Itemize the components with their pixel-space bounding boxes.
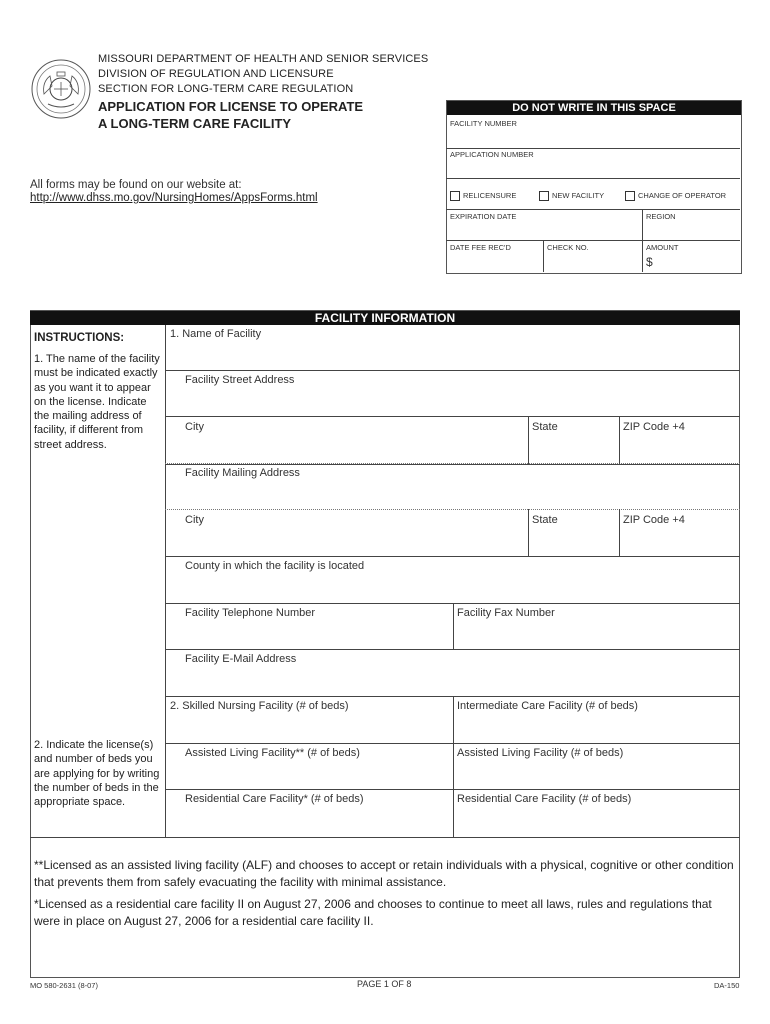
office-use-title: DO NOT WRITE IN THIS SPACE xyxy=(447,101,741,115)
facility-number-label: FACILITY NUMBER xyxy=(450,119,517,128)
residential-care-input[interactable] xyxy=(457,809,736,831)
website-text: All forms may be found on our website at: xyxy=(30,179,242,191)
header-division: DIVISION OF REGULATION AND LICENSURE xyxy=(98,68,334,80)
city-input-1[interactable] xyxy=(185,437,524,459)
facility-info-bar: FACILITY INFORMATION xyxy=(30,311,740,325)
website-link[interactable]: http://www.dhss.mo.gov/NursingHomes/AppsForms.html xyxy=(30,192,318,204)
residential-care-star-input[interactable] xyxy=(185,809,449,831)
note-rcf: *Licensed as a residential care facility II on August 27, 2006 and chooses to continue to meet all laws, rules and regulations that were in place on August 27, 2006 for a residential care facility II. xyxy=(34,897,712,928)
skilled-nursing-input[interactable] xyxy=(185,716,449,738)
intermediate-care-label: Intermediate Care Facility (# of beds) xyxy=(457,700,638,712)
page-number: PAGE 1 OF 8 xyxy=(357,979,412,989)
state-input-1[interactable] xyxy=(532,437,616,459)
city-input-2[interactable] xyxy=(185,530,524,552)
instruction-2: 2. Indicate the license(s) and number of beds you are applying for by writing the number of beds in the appropriate space. xyxy=(34,739,160,809)
state-label-2: State xyxy=(532,514,558,526)
dollar-sign: $ xyxy=(646,255,653,269)
application-number-label: APPLICATION NUMBER xyxy=(450,150,534,159)
note-alf: **Licensed as an assisted living facility (ALF) and chooses to accept or retain individuals with a physical, cognitive or other condition that prevents them from safely evacuating the facility with minimal assistance. xyxy=(34,858,734,889)
phone-label: Facility Telephone Number xyxy=(185,607,316,619)
assisted-living-input[interactable] xyxy=(457,763,736,785)
state-seal-icon xyxy=(30,58,92,120)
check-no-label: CHECK NO. xyxy=(547,243,589,252)
change-operator-checkbox[interactable] xyxy=(625,191,635,201)
region-label: REGION xyxy=(646,212,676,221)
zip-label-2: ZIP Code +4 xyxy=(623,514,685,526)
assisted-living-label: Assisted Living Facility (# of beds) xyxy=(457,747,624,759)
amount-label: AMOUNT xyxy=(646,243,679,252)
city-label-1: City xyxy=(185,421,204,433)
street-address-label: Facility Street Address xyxy=(185,374,295,386)
zip-input-2[interactable] xyxy=(623,530,737,552)
county-label: County in which the facility is located xyxy=(185,560,365,572)
relicensure-checkbox[interactable] xyxy=(450,191,460,201)
state-input-2[interactable] xyxy=(532,530,616,552)
phone-input[interactable] xyxy=(185,623,449,645)
header-section: SECTION FOR LONG-TERM CARE REGULATION xyxy=(98,83,354,95)
new-facility-checkbox[interactable] xyxy=(539,191,549,201)
fax-input[interactable] xyxy=(457,623,736,645)
street-address-input[interactable] xyxy=(185,390,734,412)
county-input[interactable] xyxy=(185,576,734,598)
zip-input-1[interactable] xyxy=(623,437,737,459)
skilled-nursing-label: 2. Skilled Nursing Facility (# of beds) xyxy=(170,700,349,712)
new-facility-option[interactable]: NEW FACILITY xyxy=(539,191,604,201)
residential-care-label: Residential Care Facility (# of beds) xyxy=(457,793,632,805)
residential-care-star-label: Residential Care Facility* (# of beds) xyxy=(185,793,364,805)
assisted-living-star-label: Assisted Living Facility** (# of beds) xyxy=(185,747,360,759)
facility-name-input[interactable] xyxy=(170,344,734,366)
city-label-2: City xyxy=(185,514,204,526)
instructions-heading: INSTRUCTIONS: xyxy=(34,332,125,344)
expiration-date-label: EXPIRATION DATE xyxy=(450,212,517,221)
form-code: DA-150 xyxy=(714,981,740,990)
form-number: MO 580-2631 (8-07) xyxy=(30,981,98,990)
fax-label: Facility Fax Number xyxy=(457,607,555,619)
email-label: Facility E-Mail Address xyxy=(185,653,297,665)
header-dept: MISSOURI DEPARTMENT OF HEALTH AND SENIOR SERVICES xyxy=(98,53,429,65)
instruction-1: 1. The name of the facility must be indicated exactly as you want it to appear on the license. Indicate the mailing address of facility, if different from street address. xyxy=(34,353,160,451)
state-label-1: State xyxy=(532,421,558,433)
assisted-living-star-input[interactable] xyxy=(185,763,449,785)
relicensure-option[interactable]: RELICENSURE xyxy=(450,191,516,201)
zip-label-1: ZIP Code +4 xyxy=(623,421,685,433)
mailing-address-label: Facility Mailing Address xyxy=(185,467,300,479)
email-input[interactable] xyxy=(185,669,734,691)
intermediate-care-input[interactable] xyxy=(457,716,736,738)
facility-name-label: 1. Name of Facility xyxy=(170,328,262,340)
form-title-line2: A LONG-TERM CARE FACILITY xyxy=(98,116,292,131)
change-operator-option[interactable]: CHANGE OF OPERATOR xyxy=(625,191,726,201)
mailing-address-input[interactable] xyxy=(185,483,734,505)
form-title-line1: APPLICATION FOR LICENSE TO OPERATE xyxy=(98,99,364,114)
date-fee-label: DATE FEE REC'D xyxy=(450,243,511,252)
